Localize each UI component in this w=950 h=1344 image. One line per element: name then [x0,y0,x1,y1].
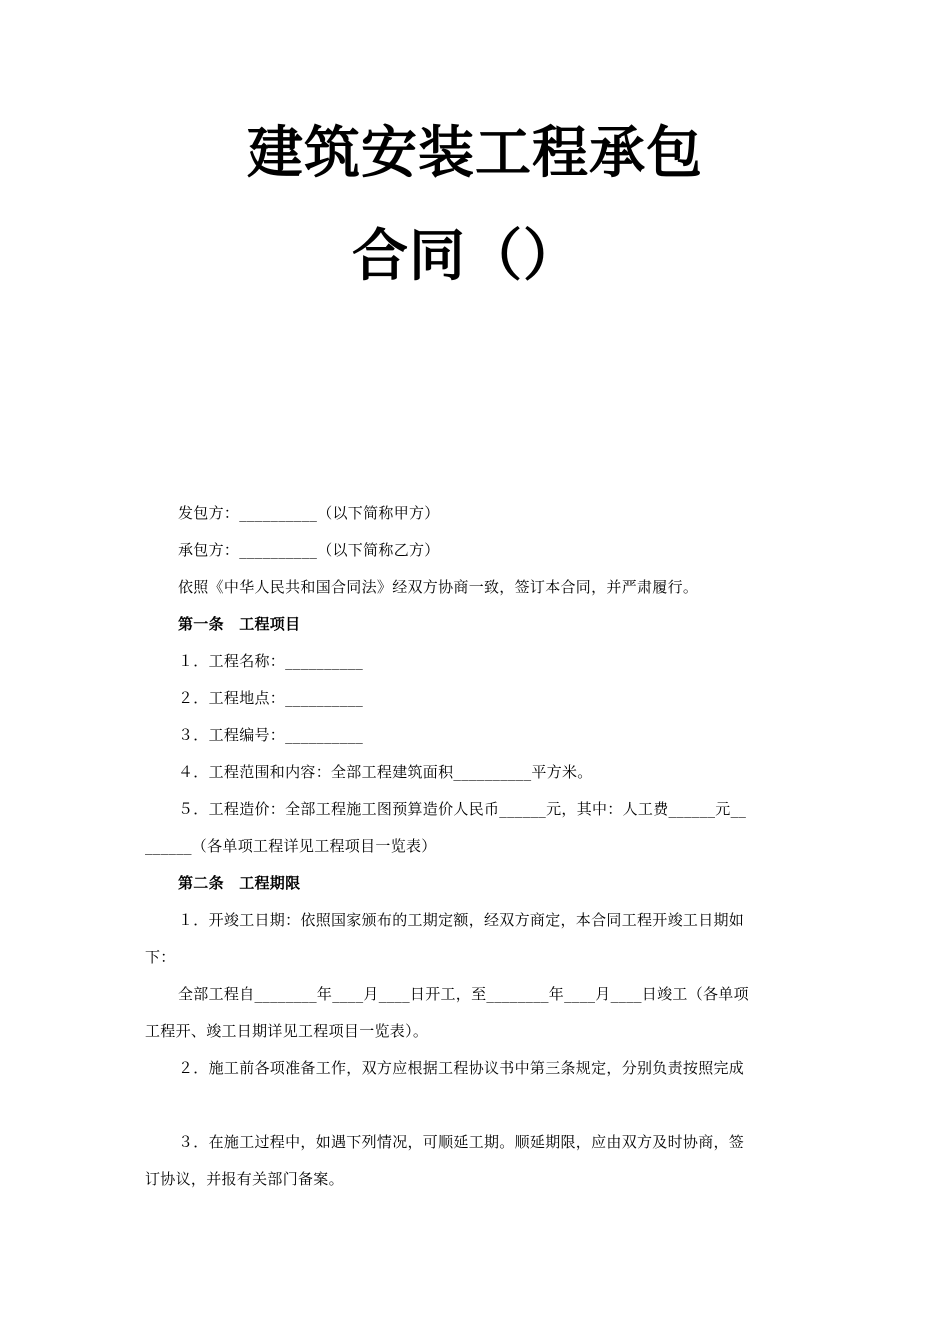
article1-heading: 第一条 工程项目 [178,615,301,633]
article2-item1-line4: 工程开、竣工日期详见工程项目一览表）。 [145,1022,429,1040]
article2-item1-line1: １．开竣工日期：依照国家颁布的工期定额，经双方商定，本合同工程开竣工日期如 [178,911,745,929]
contractor-line: 承包方：__________（以下简称乙方） [178,541,440,559]
article2-heading: 第二条 工程期限 [178,874,301,892]
article1-item1: １．工程名称：__________ [178,652,364,670]
article2-item1-line3: 全部工程自________年____月____日开工，至________年____月____日竣工（各单项 [178,985,749,1003]
article2-item1-line2: 下： [145,948,176,966]
article2-item3-line1: ３．在施工过程中，如遇下列情况，可顺延工期。顺延期限，应由双方及时协商，签 [178,1133,745,1151]
employer-line: 发包方：__________（以下简称甲方） [178,504,440,522]
article1-item5-line2: ______（各单项工程详见工程项目一览表） [145,837,437,855]
preamble-line: 依照《中华人民共和国合同法》经双方协商一致，签订本合同，并严肃履行。 [178,578,699,596]
contract-body [145,495,807,1198]
document-title-line2: 合同（） [352,224,580,289]
article2-item2-line1: ２．施工前各项准备工作，双方应根据工程协议书中第三条规定，分别负责按照完成 [178,1059,745,1077]
article1-item4: ４．工程范围和内容：全部工程建筑面积__________平方米。 [178,763,593,781]
article1-item5-line1: ５．工程造价：全部工程施工图预算造价人民币______元，其中：人工费______元__ [178,800,747,818]
document-title-line1: 建筑安装工程承包 [247,121,703,186]
article2-item3-line2: 订协议，并报有关部门备案。 [145,1170,344,1188]
article1-item2: ２．工程地点：__________ [178,689,364,707]
article1-item3: ３．工程编号：__________ [178,726,364,744]
blank-line [145,1087,807,1124]
